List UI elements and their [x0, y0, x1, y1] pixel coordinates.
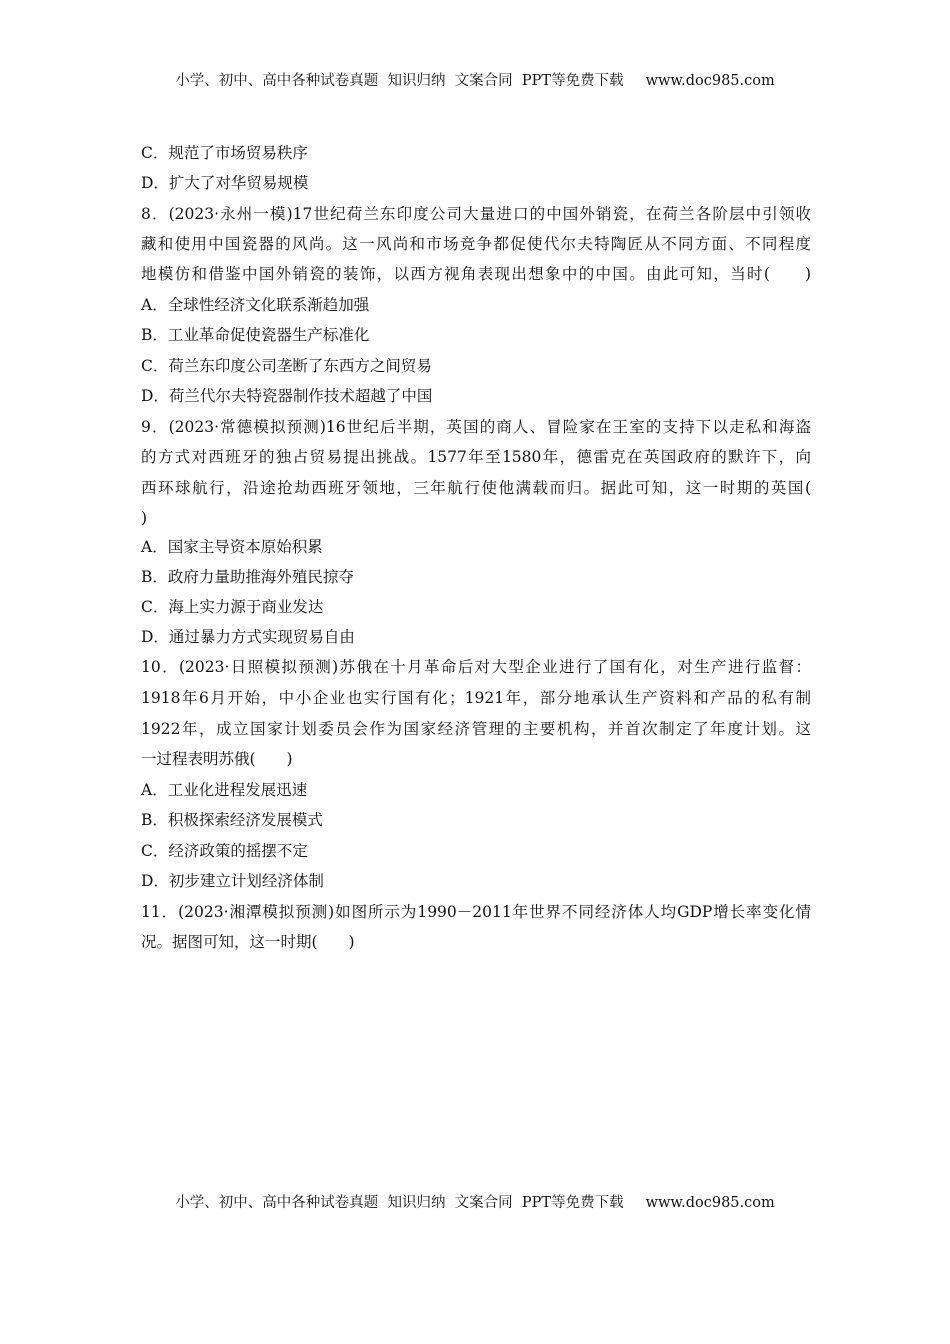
option-q10-b: B．积极探索经济发展模式	[141, 811, 323, 829]
q9-stem-line: 9．(2023·常德模拟预测)16世纪后半期，英国的商人、冒险家在王室的支持下以走私和海盗	[141, 418, 811, 436]
option-q7-c: C．规范了市场贸易秩序	[141, 144, 308, 162]
option-q9-b: B．政府力量助推海外殖民掠夺	[141, 568, 354, 586]
option-q7-d: D．扩大了对华贸易规模	[141, 174, 309, 192]
q10-stem-line: 1918年6月开始，中小企业也实行国有化；1921年，部分地承认生产资料和产品的私有制	[141, 689, 811, 707]
header-text: 小学、初中、高中各种试卷真题 知识归纳 文案合同 PPT等免费下载	[175, 73, 624, 89]
option-q10-c: C．经济政策的摇摆不定	[141, 842, 308, 860]
q10-stem-line: 10．(2023·日照模拟预测)苏俄在十月革命后对大型企业进行了国有化，对生产进行监督：	[141, 658, 811, 676]
q9-stem-line: 西环球航行，沿途抢劫西班牙领地，三年航行使他满载而归。据此可知，这一时期的英国(	[141, 479, 811, 497]
option-q9-d: D．通过暴力方式实现贸易自由	[141, 628, 355, 646]
option-q8-b: B．工业革命促使瓷器生产标准化	[141, 326, 370, 344]
option-q8-a: A．全球性经济文化联系渐趋加强	[141, 296, 370, 314]
option-q9-a: A．国家主导资本原始积累	[141, 538, 323, 556]
q11-stem-line: 11．(2023·湘潭模拟预测)如图所示为1990－2011年世界不同经济体人均GDP增长率变化情	[141, 903, 811, 921]
q8-stem-line: 藏和使用中国瓷器的风尚。这一风尚和市场竞争都促使代尔夫特陶匠从不同方面、不同程度	[141, 235, 811, 253]
footer-site: www.doc985.com	[645, 1195, 775, 1211]
option-q10-a: A．工业化进程发展迅速	[141, 781, 308, 799]
q9-stem-line: )	[141, 509, 148, 527]
q11-stem-line: 况。据图可知，这一时期( )	[141, 933, 355, 951]
footer-text: 小学、初中、高中各种试卷真题 知识归纳 文案合同 PPT等免费下载	[175, 1195, 624, 1211]
q8-stem-line: 地模仿和借鉴中国外销瓷的装饰，以西方视角表现出想象中的中国。由此可知，当时( )	[141, 265, 811, 283]
q9-stem-line: 的方式对西班牙的独占贸易提出挑战。1577年至1580年，德雷克在英国政府的默许下，向	[141, 448, 811, 466]
q10-stem-line: 一过程表明苏俄( )	[141, 750, 293, 768]
option-q9-c: C．海上实力源于商业发达	[141, 598, 324, 616]
option-q8-d: D．荷兰代尔夫特瓷器制作技术超越了中国	[141, 387, 433, 405]
option-q8-c: C．荷兰东印度公司垄断了东西方之间贸易	[141, 357, 432, 375]
q8-stem-line: 8．(2023·永州一模)17世纪荷兰东印度公司大量进口的中国外销瓷，在荷兰各阶层中引领收	[141, 205, 811, 223]
page-footer	[0, 1191, 950, 1212]
page-header	[0, 69, 950, 90]
option-q10-d: D．初步建立计划经济体制	[141, 872, 324, 890]
header-site: www.doc985.com	[645, 73, 775, 89]
q10-stem-line: 1922年，成立国家计划委员会作为国家经济管理的主要机构，并首次制定了年度计划。这	[141, 720, 811, 738]
